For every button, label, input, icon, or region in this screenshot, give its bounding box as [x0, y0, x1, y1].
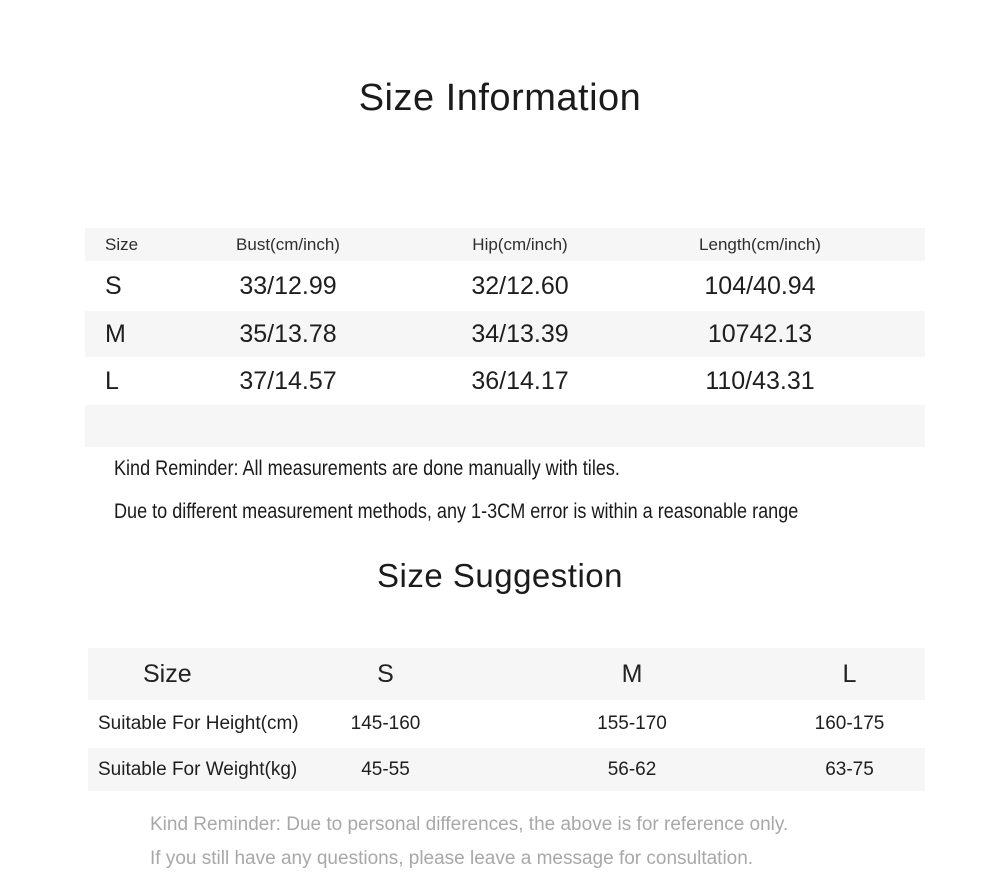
consultation-note-line1: Kind Reminder: Due to personal differences, the above is for reference only.: [150, 814, 789, 835]
size-suggestion-table: [88, 648, 925, 791]
height-row-label: Suitable For Height(cm): [98, 713, 299, 734]
header-l: L: [842, 659, 857, 688]
size-suggestion-title: Size Suggestion: [377, 557, 623, 594]
height-m-cell: 155-170: [597, 713, 667, 734]
size-information-header-row: [85, 228, 925, 261]
hip-cell: 32/12.60: [471, 271, 569, 300]
table-footer-band: [85, 405, 925, 447]
length-cell: 104/40.94: [704, 271, 816, 300]
header-length: Length(cm/inch): [699, 234, 821, 254]
header-bust: Bust(cm/inch): [236, 234, 340, 254]
header-size: Size: [105, 234, 139, 254]
size-cell: S: [105, 271, 122, 300]
measurement-reminder-line1: Kind Reminder: All measurements are done manually with tiles.: [114, 457, 620, 480]
header-hip: Hip(cm/inch): [472, 234, 568, 254]
table-row: [88, 700, 925, 748]
size-cell: L: [105, 366, 119, 395]
header-size: Size: [143, 659, 192, 688]
header-m: M: [621, 659, 643, 688]
weight-m-cell: 56-62: [607, 758, 657, 780]
bust-cell: 35/13.78: [239, 319, 337, 348]
header-s: S: [377, 659, 394, 688]
length-cell: 10742.13: [707, 319, 813, 348]
weight-row-label: Suitable For Weight(kg): [98, 758, 298, 780]
hip-cell: 36/14.17: [471, 366, 569, 395]
height-l-cell: 160-175: [814, 713, 885, 734]
table-row: [85, 311, 925, 357]
size-suggestion-header-row: [88, 648, 925, 700]
bust-cell: 37/14.57: [239, 366, 337, 395]
bust-cell: 33/12.99: [239, 271, 337, 300]
size-information-title: Size Information: [358, 77, 642, 119]
consultation-note-line2: If you still have any questions, please leave a message for consultation.: [150, 848, 754, 869]
table-row: [85, 261, 925, 311]
measurement-reminder-line2: Due to different measurement methods, any 1-3CM error is within a reasonable range: [114, 500, 799, 523]
size-cell: M: [105, 319, 126, 348]
length-cell: 110/43.31: [705, 366, 815, 395]
table-row: [88, 748, 925, 791]
size-information-table: [85, 228, 925, 447]
height-s-cell: 145-160: [350, 713, 421, 734]
weight-s-cell: 45-55: [361, 758, 410, 780]
hip-cell: 34/13.39: [471, 319, 569, 348]
weight-l-cell: 63-75: [825, 758, 874, 780]
table-row: [85, 357, 925, 405]
